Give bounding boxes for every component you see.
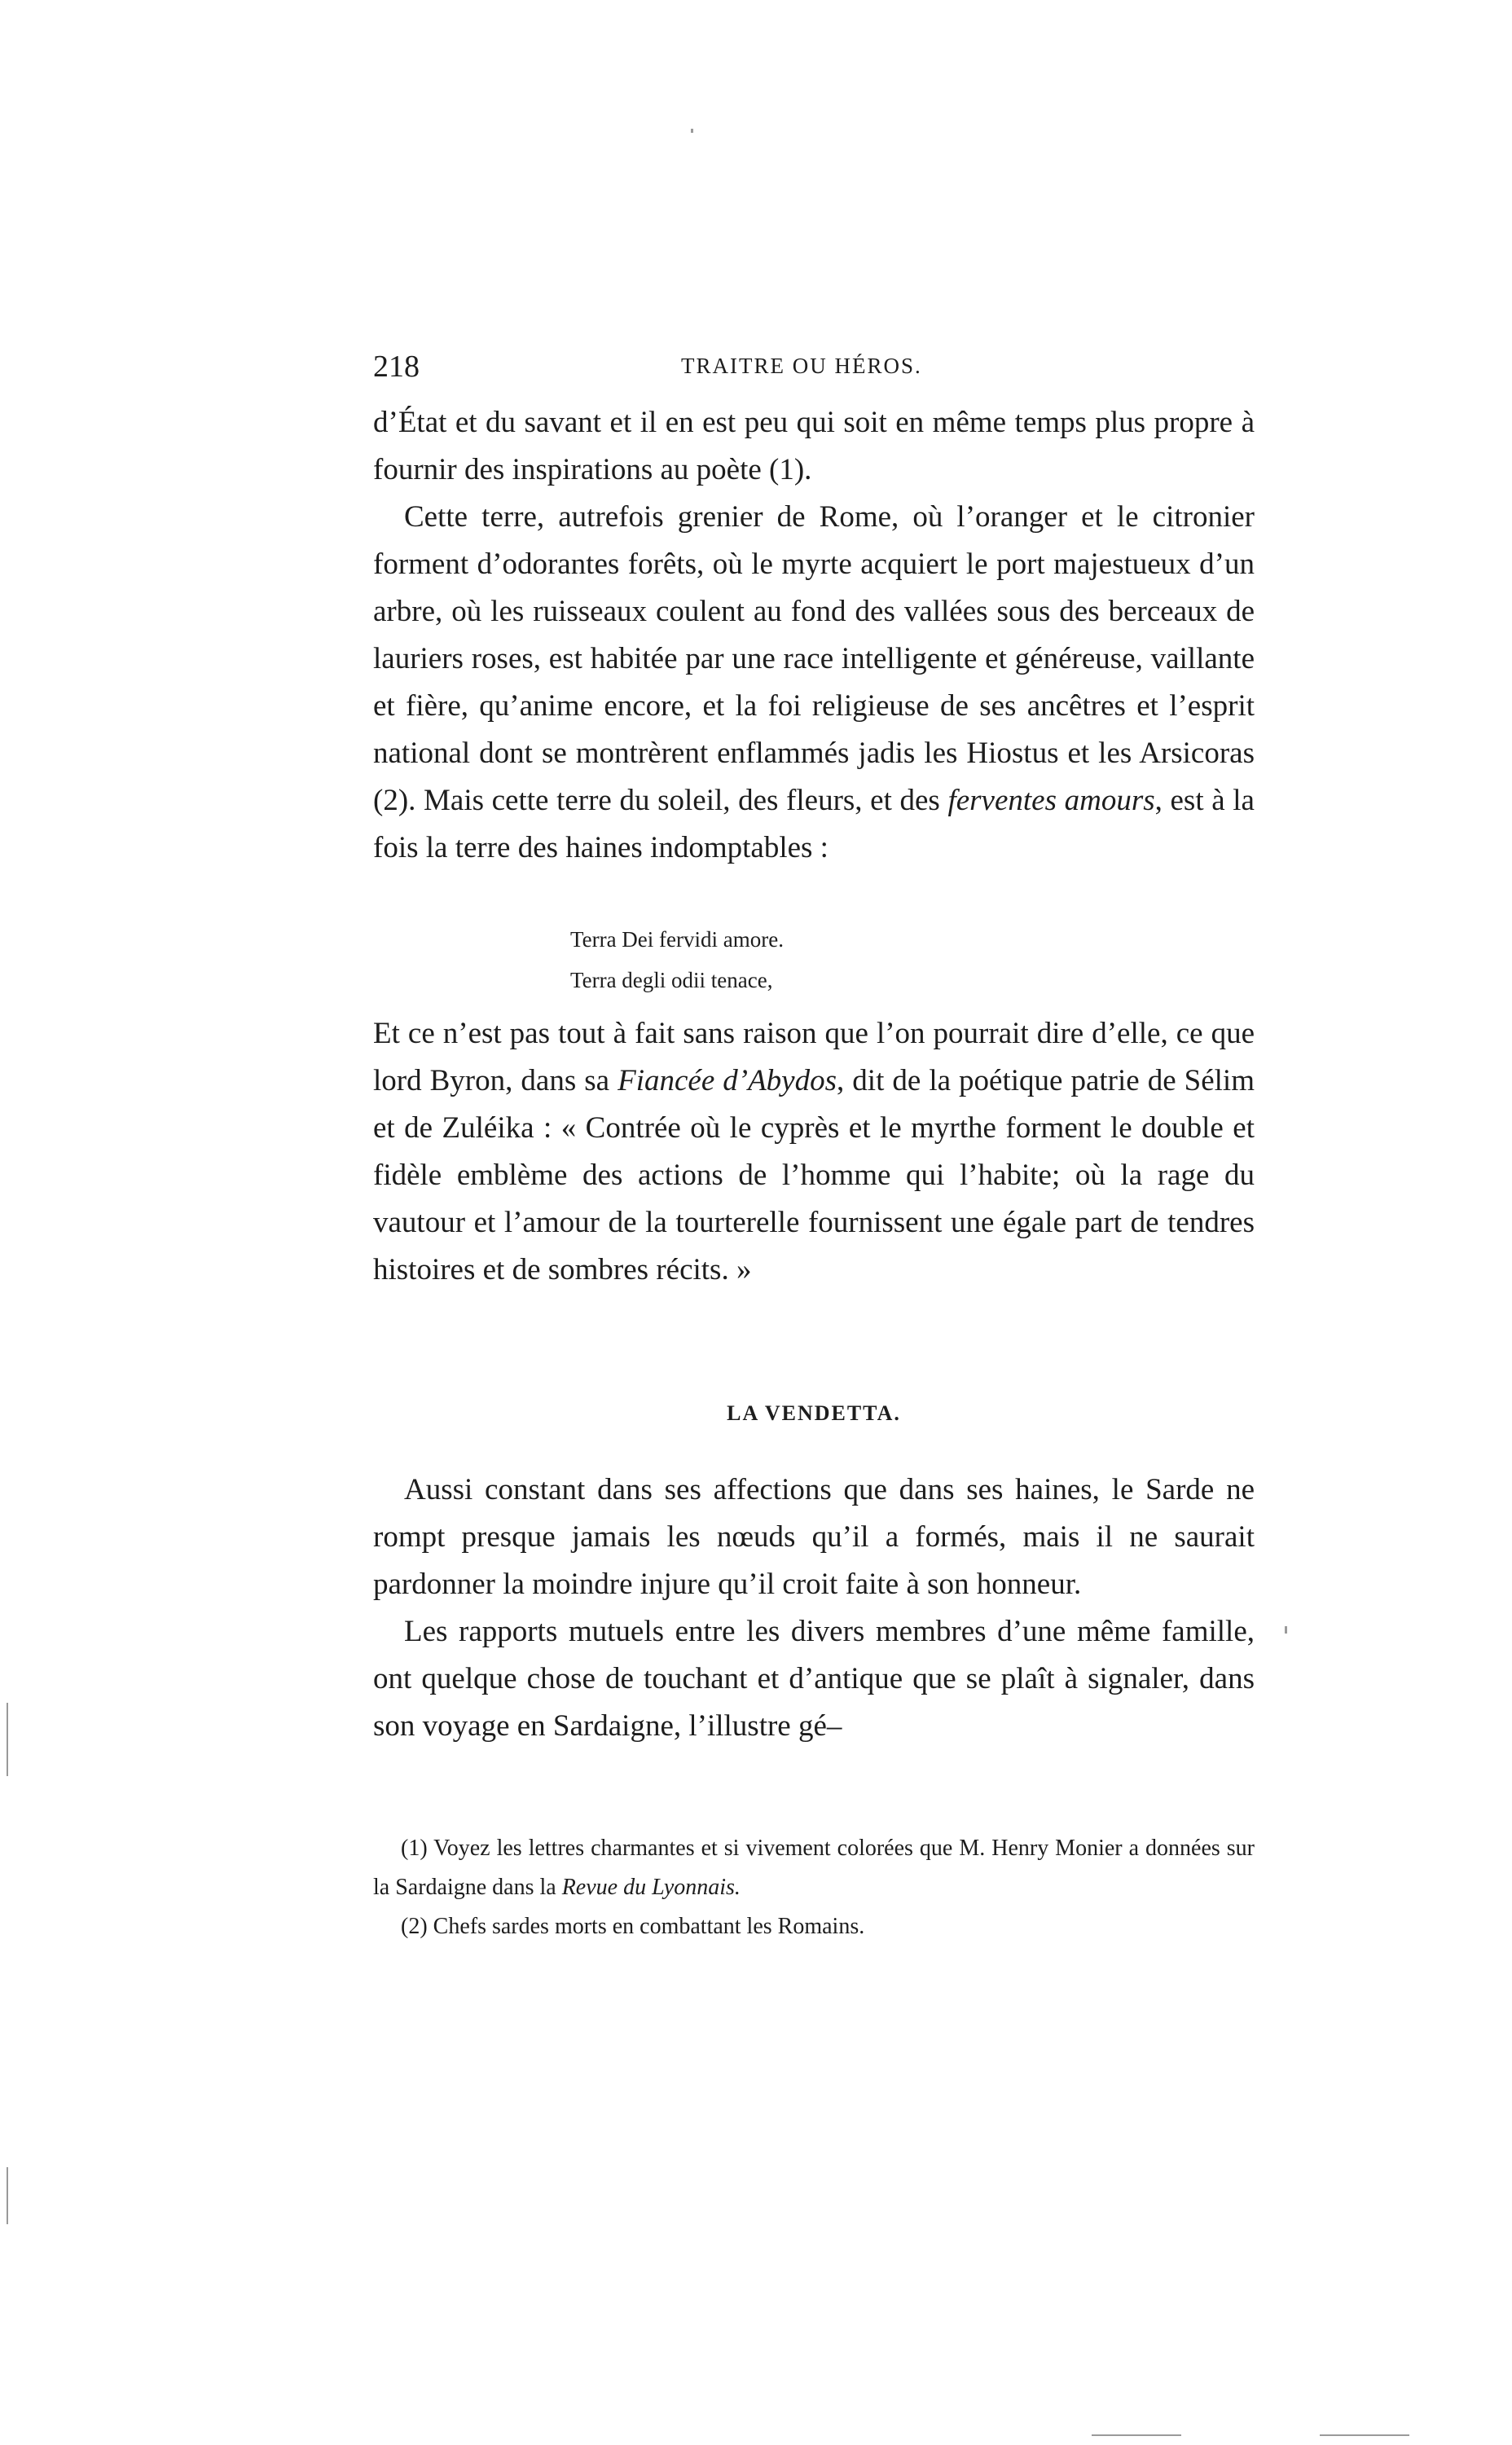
paragraph-byron bbox=[373, 1010, 1255, 1294]
footnote-1-text: (1) Voyez les lettres charmantes et si vivement colorées que M. Henry Monier a données sur la Sardaigne dans la bbox=[373, 1836, 1255, 1900]
main-text-vendetta bbox=[373, 1467, 1255, 1750]
verse-quote bbox=[570, 919, 1141, 1000]
footnote-1-italic: Revue du Lyonnais. bbox=[561, 1875, 741, 1900]
running-title: TRAITRE OU HÉROS. bbox=[681, 354, 922, 378]
page-header bbox=[373, 349, 1255, 398]
paragraph-sardinia bbox=[373, 494, 1255, 872]
scan-speck bbox=[691, 129, 693, 133]
scan-edge-mark bbox=[7, 2167, 8, 2224]
section-heading: LA VENDETTA. bbox=[727, 1401, 901, 1425]
paragraph-byron-text: Et ce n’est pas tout à fait sans raison que l’on pourrait dire d’elle, ce que lord Byron, dans sa bbox=[373, 1017, 1255, 1097]
main-text-top bbox=[373, 399, 1255, 872]
paragraph-vendetta-1: Aussi constant dans ses affections que dans ses haines, le Sarde ne rompt presque jamais les nœuds qu’il a formés, mais il ne saurait pardonner la moindre injure qu’il croit faite à son honneur. bbox=[373, 1473, 1255, 1601]
scan-speck bbox=[1285, 1626, 1287, 1634]
paragraph-sardinia-end: , est à la fois la terre des haines indomptables : bbox=[373, 784, 1255, 864]
scan-bottom-mark bbox=[1092, 2434, 1181, 2436]
paragraph-sardinia-italic: ferventes amours bbox=[947, 784, 1155, 817]
verse-line-1: Terra Dei fervidi amore. bbox=[570, 927, 784, 952]
main-text-byron bbox=[373, 1010, 1255, 1294]
paragraph-byron-end: , dit de la poétique patrie de Sélim et de Zuléika : « Contrée où le cyprès et le myrthe forment le double et fidèle emblème des actions de l’homme qui l’habite; où la rage du vautour et l’amour de la tourterelle fournissent une égale part de tendres histoires et de sombres récits. » bbox=[373, 1064, 1255, 1286]
paragraph-byron-italic: Fiancée d’Abydos bbox=[618, 1064, 837, 1097]
footnote-2: (2) Chefs sardes morts en combattant les Romains. bbox=[401, 1914, 865, 1939]
paragraph-vendetta-2: Les rapports mutuels entre les divers membres d’une même famille, ont quelque chose de touchant et d’antique que se plaît à signaler, dans son voyage en Sardaigne, l’illustre gé– bbox=[373, 1615, 1255, 1743]
footnotes bbox=[373, 1829, 1255, 1946]
scan-edge-mark bbox=[7, 1703, 8, 1776]
paragraph-sardinia-text: Cette terre, autrefois grenier de Rome, où l’oranger et le citronier forment d’odorantes forêts, où le myrte acquiert le port majestueux d’un arbre, où les ruisseaux coulent au fond des vallées sous des berceaux de lauriers roses, est habitée par une race intelligente et généreuse, vaillante et fière, qu’anime encore, et la foi religieuse de ses ancêtres et l’esprit national dont se montrèrent enflammés jadis les Hiostus et les Arsicoras (2). Mais cette terre du soleil, des fleurs, et des bbox=[373, 500, 1255, 817]
verse-line-2: Terra degli odii tenace, bbox=[570, 968, 773, 992]
paragraph-continuation: d’État et du savant et il en est peu qui soit en même temps plus propre à fournir des inspirations au poète (1). bbox=[373, 406, 1255, 486]
scan-bottom-mark bbox=[1320, 2434, 1409, 2436]
footnote-1 bbox=[373, 1829, 1255, 1907]
page-number: 218 bbox=[373, 350, 420, 384]
